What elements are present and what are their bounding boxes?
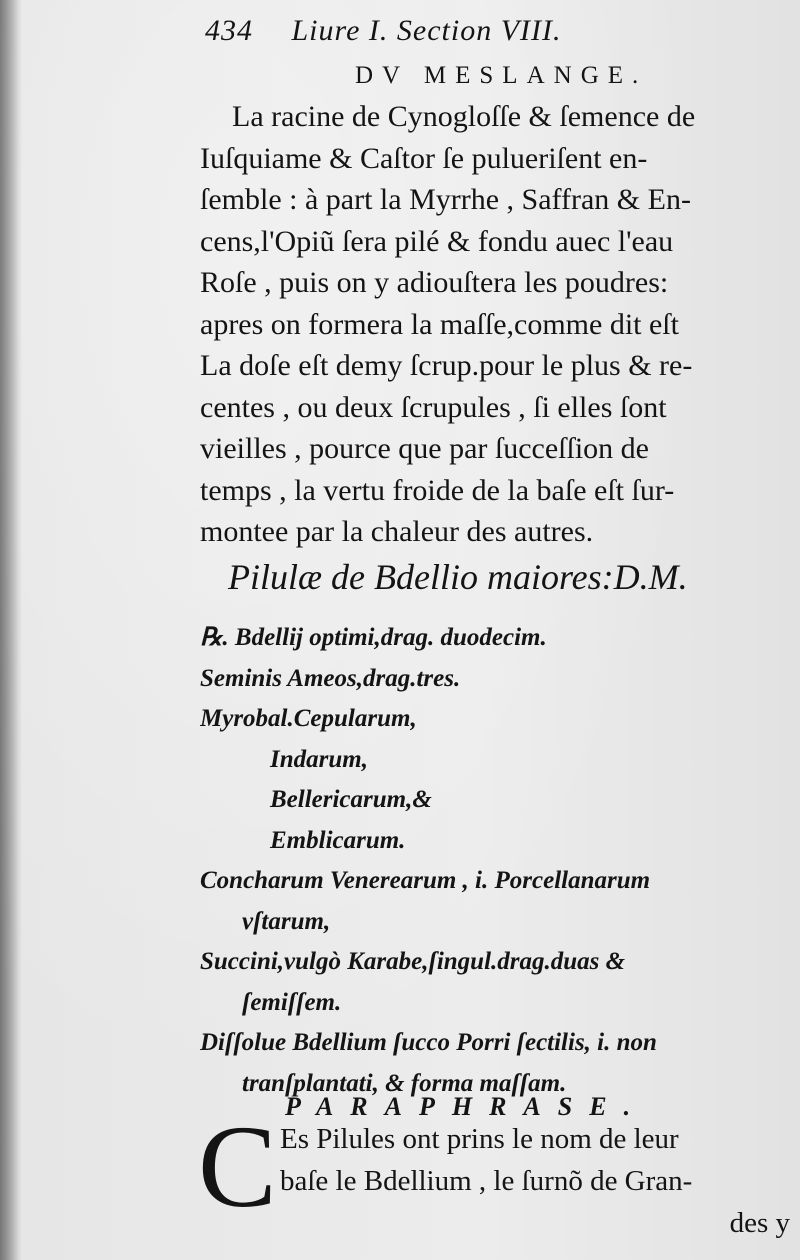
recipe-list [200, 618, 790, 1104]
text-line: baſe le Bdellium , le ſurnõ de Gran- [280, 1165, 693, 1197]
section-title: DV MESLANGE. [355, 62, 648, 89]
page-number: 434 [205, 14, 253, 47]
recipe-line: ſemiſſem. [242, 988, 342, 1016]
text-line: Roſe , puis on y adiouſtera les poudres: [200, 266, 669, 299]
text-line: cens,l'Opiũ ſera pilé & fondu auec l'eau [200, 224, 674, 258]
final-paragraph [280, 1118, 790, 1244]
drop-cap: C [198, 1101, 277, 1232]
text-line: La racine de Cynogloſſe & ſemence de [232, 100, 696, 133]
recipe-line: Emblicarum. [270, 826, 406, 854]
recipe-line: Indarum, [270, 745, 368, 773]
text-line: vieilles , pource que par ſucceſſion de [200, 432, 649, 465]
catchword: des y [729, 1207, 790, 1239]
recipe-line: Succini,vulgò Karabe,ſingul.drag.duas & [200, 948, 626, 975]
recipe-line: Myrobal.Cepularum, [200, 705, 417, 732]
body-paragraph [200, 96, 780, 553]
recipe-line: vſtarum, [242, 907, 331, 935]
recipe-line: Bellericarum,& [270, 786, 432, 813]
text-line: Iuſquiame & Caſtor ſe pulueriſent en- [200, 141, 648, 175]
text-line: centes , ou deux ſcrupules , ſi elles ſont [200, 390, 667, 424]
recipe-line: Seminis Ameos,drag.tres. [200, 664, 461, 692]
paraphrase-label: PARAPHRASE. [285, 1092, 648, 1121]
recipe-line: Concharum Venerearum , i. Porcellanarum [200, 867, 651, 894]
text-line: montee par la chaleur des autres. [200, 515, 594, 548]
binding-shadow [0, 0, 22, 1260]
running-title: Liure I. Section VIII. [291, 14, 562, 47]
text-line: apres on formera la maſſe,comme dit eſt [200, 307, 679, 341]
text-line: temps , la vertu froide de la baſe eſt ſur- [200, 473, 675, 507]
running-header [205, 14, 561, 48]
text-line: La doſe eſt demy ſcrup.pour le plus & re- [200, 349, 693, 382]
text-line: ſemble : à part la Myrrhe , Saffran & En- [200, 183, 691, 216]
recipe-line: ℞. Bdellij optimi,drag. duodecim. [200, 624, 547, 651]
recipe-line: Diſſolue Bdellium ſucco Porri ſectilis, i. non [200, 1029, 657, 1056]
recipe-heading: Pilulæ de Bdellio maiores:D.M. [228, 557, 688, 597]
text-line: Es Pilules ont prins le nom de leur [280, 1123, 679, 1155]
recipe-line: tranſplantati, & forma maſſam. [242, 1069, 567, 1097]
